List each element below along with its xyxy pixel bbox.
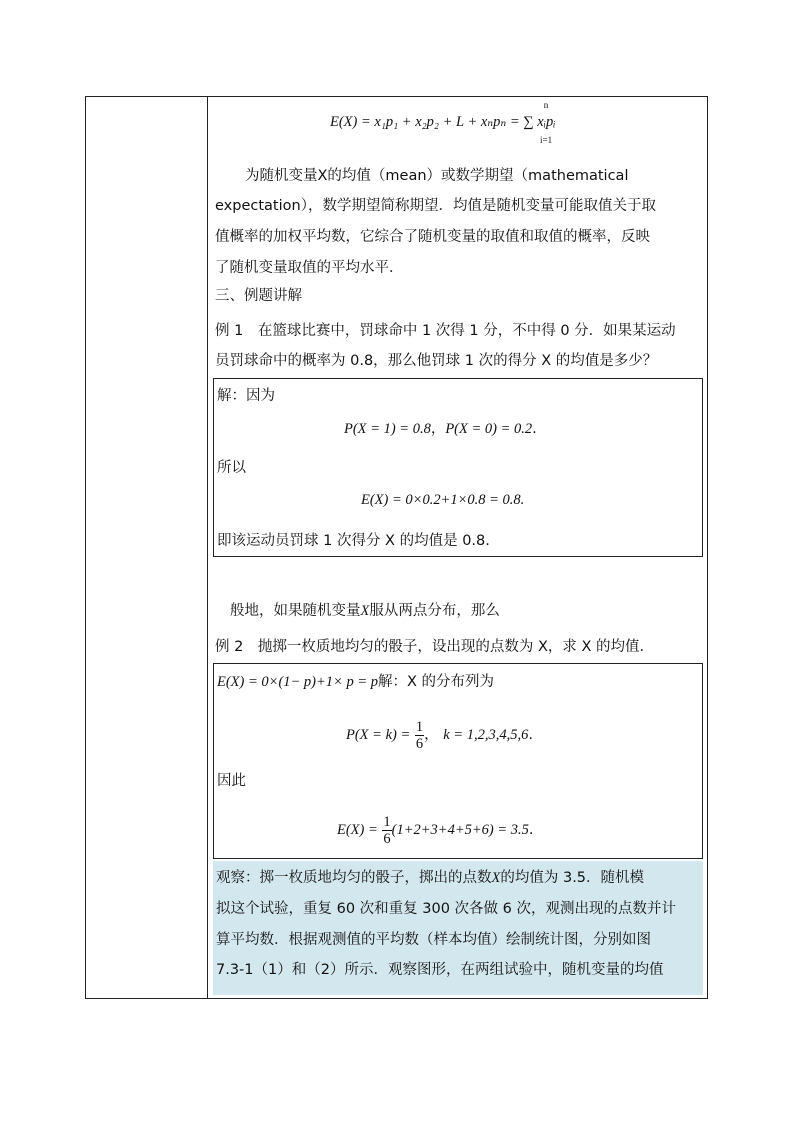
fraction-numerator: 1	[415, 718, 424, 735]
expectation-formula	[330, 100, 556, 145]
example2-question: 例 2 抛掷一枚质地均匀的骰子，设出现的点数为 X，求 X 的均值．	[215, 639, 655, 655]
general-note	[230, 599, 500, 623]
general-note-variable: X	[360, 603, 370, 619]
example1-calculation-text: E(X) = 0×0.2+1×0.8 = 0.8	[361, 492, 521, 508]
example2-solution-box	[213, 663, 703, 859]
mean-lhs: E(X) =	[337, 822, 378, 838]
period-mark: .	[528, 822, 534, 838]
probability-x-equals-0: P(X = 0) = 0.2	[445, 421, 533, 437]
fraction-one-sixth	[382, 814, 391, 847]
probability-x-equals-1: P(X = 1) = 0.8	[344, 421, 431, 437]
distribution-k-values: k = 1,2,3,4,5,6	[443, 727, 529, 743]
example1-conclusion: 即该运动员罚球 1 次得分 X 的均值是 0.8.	[217, 533, 490, 549]
fraction-denominator: 6	[383, 830, 391, 847]
expectation-formula-text: E(X) = x₁p₁ + x₂p₂ + L + xₙpₙ = ∑ xᵢpᵢ	[330, 114, 556, 130]
observation-line-1	[216, 866, 644, 887]
table-content-cell	[208, 96, 708, 999]
sum-limits	[540, 100, 552, 146]
period-mark: .	[532, 421, 537, 437]
example2-distribution	[346, 715, 533, 755]
example1-solution-intro: 解：因为	[217, 388, 275, 404]
example1-calculation	[361, 488, 524, 512]
example2-solution-intro: 解：X 的分布列为	[378, 674, 495, 690]
example1-question-line-1: 例 1 在篮球比赛中，罚球命中 1 次得 1 分，不中得 0 分．如果某运动	[215, 323, 676, 339]
period-mark: .	[520, 492, 525, 508]
observation-line-3: 算平均数．根据观测值的平均数（样本均值）绘制统计图，分别如图	[216, 932, 651, 948]
definition-line-2: expectation），数学期望简称期望．均值是随机变量可能取值关于取	[215, 198, 656, 214]
fraction-numerator: 1	[383, 813, 391, 830]
general-note-suffix: 服从两点分布，那么	[369, 603, 500, 619]
period-mark: .	[528, 727, 533, 743]
observation-box	[213, 861, 703, 995]
example1-so-label: 所以	[217, 460, 246, 476]
definition-line-1: 为随机变量X的均值（mean）或数学期望（mathematical	[245, 168, 629, 184]
observation-line-1-end: 的均值为 3.5．随机模	[500, 870, 645, 886]
two-point-mean-formula: E(X) = 0×(1− p)+1× p = p	[217, 674, 378, 690]
distribution-lhs: P(X = k) =	[346, 727, 411, 743]
general-note-prefix: 般地，如果随机变量	[230, 603, 361, 619]
definition-line-3: 值概率的加权平均数，它综合了随机变量的取值和取值的概率，反映	[215, 229, 650, 245]
example1-question-line-2: 员罚球命中的概率为 0.8，那么他罚球 1 次的得分 X 的均值是多少？	[215, 353, 658, 369]
observation-line-1-start: 观察：掷一枚质地均匀的骰子，掷出的点数	[216, 870, 492, 886]
example1-solution-box	[213, 378, 703, 557]
definition-line-4: 了随机变量取值的平均水平．	[215, 260, 404, 276]
mean-rhs: (1+2+3+4+5+6) = 3.5	[391, 822, 529, 838]
fraction-one-sixth	[415, 719, 424, 752]
sum-lower-limit: i=1	[540, 135, 553, 145]
fraction-denominator: 6	[415, 735, 424, 752]
example2-first-line	[217, 670, 494, 694]
observation-line-4: 7.3-1（1）和（2）所示．观察图形，在两组试验中，随机变量的均值	[216, 962, 664, 978]
comma-separator: ，	[424, 727, 439, 743]
example2-therefore-label: 因此	[217, 773, 246, 789]
section-heading: 三、例题讲解	[215, 288, 302, 304]
observation-variable: X	[491, 870, 501, 886]
comma-separator: ，	[430, 421, 446, 437]
example1-probabilities	[344, 417, 537, 441]
example2-mean-calculation	[337, 810, 534, 850]
observation-line-2: 拟这个试验，重复 60 次和重复 300 次各做 6 次，观测出现的点数并计	[216, 901, 677, 917]
sum-upper-limit: n	[543, 100, 549, 110]
